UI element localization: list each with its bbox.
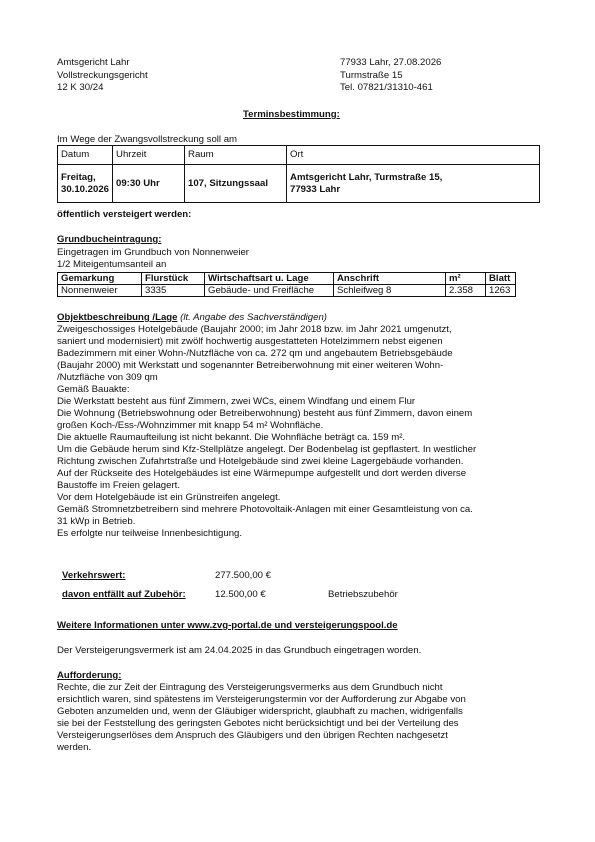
objekt-line: Die Werkstatt besteht aus fünf Zimmern, zwei WCs, einem Windfang und einem Flur [57,396,416,407]
table-header-cell: Datum [58,146,113,165]
grundbuch-table-header [58,273,516,285]
table-header-cell: Raum [185,146,287,165]
objekt-heading: Objektbeschreibung /Lage [57,312,178,323]
table-header-cell: Uhrzeit [113,146,185,165]
table-header-cell: Blatt [486,273,516,285]
objekt-line: 31 kWp in Betrieb. [57,516,136,527]
vermerk-text: Der Versteigerungsvermerk ist am 24.04.2025 in das Grundbuch eingetragen worden. [57,645,422,656]
objekt-line: saniert und modernisiert) mit zwölf hochwertig ausgestatteten Hotelzimmern nebst eigenen [57,336,443,347]
table-header-cell: Anschrift [334,273,446,285]
court-street: Turmstraße 15 [340,70,403,81]
aufforderung-line: werden. [57,742,92,753]
table-header-cell: Ort [287,146,540,165]
place-date: 77933 Lahr, 27.08.2026 [340,57,442,68]
termin-time: 09:30 Uhr [113,165,185,203]
after-table-text: öffentlich versteigert werden: [57,209,192,220]
termin-room: 107, Sitzungssaal [185,165,287,203]
table-cell: Gebäude- und Freifläche [205,285,334,297]
objekt-line: Gemäß Bauakte: [57,384,130,395]
grundbuch-line: 1/2 Miteigentumsanteil an [57,259,167,270]
objekt-heading-note: (lt. Angabe des Sachverständigen) [180,312,327,323]
page-title: Terminsbestimmung: [243,109,340,120]
table-cell: 2.358 [446,285,486,297]
aufforderung-line: sie bei der Feststellung des geringsten Gebotes nicht berücksichtigt und bei der Verteilung des [57,718,459,729]
grundbuch-table-row [58,285,516,297]
objekt-line: Gemäß Stromnetzbetreibern sind mehrere Photovoltaik-Anlagen mit einer Gesamtleistung von ca. [57,504,473,515]
termin-table-row [58,165,540,203]
zubehoer-label: davon entfällt auf Zubehör: [62,589,186,600]
objekt-line: Vor dem Hotelgebäude ist ein Grünstreifen angelegt. [57,492,281,503]
zubehoer-note: Betriebszubehör [328,589,398,600]
objekt-description [57,324,547,540]
aufforderung-line: Rechte, die zur Zeit der Eintragung des Versteigerungsvermerks aus dem Grundbuch nicht [57,682,443,693]
objekt-line: großen Koch-/Ess-/Wohnzimmer mit knapp 54 m² Wohnfläche. [57,420,324,431]
objekt-line: Zweigeschossiges Hotelgebäude (Baujahr 2000; im Jahr 2018 bzw. im Jahr 2021 umgenutzt, [57,324,452,335]
table-header-cell: m² [446,273,486,285]
table-cell: Nonnenweier [58,285,142,297]
grundbuch-line: Eingetragen im Grundbuch von Nonnenweier [57,247,249,258]
court-name: Amtsgericht Lahr [57,57,130,68]
verkehrswert-label: Verkehrswert: [62,570,126,581]
objekt-line: Baustoffe im Freien gelagert. [57,480,181,491]
case-number: 12 K 30/24 [57,82,104,93]
grundbuch-table [57,272,516,297]
objekt-line: Auf der Rückseite des Hotelgebäudes ist eine Wärmepumpe aufgestellt und dort werden diverse [57,468,467,479]
objekt-line: Es erfolgte nur teilweise Innenbesichtigung. [57,528,243,539]
table-header-cell: Gemarkung [58,273,142,285]
termin-table-header [58,146,540,165]
termin-place: Amtsgericht Lahr, Turmstraße 15, 77933 Lahr [287,165,540,203]
aufforderung-heading: Aufforderung: [57,670,122,681]
objekt-line: Richtung zwischen Zufahrtstraße und Hotelgebäude sind zwei kleine Lagergebäude vorhanden. [57,456,464,467]
objekt-line: Die Wohnung (Betriebswohnung oder Betreiberwohnung) besteht aus fünf Zimmern, davon einem [57,408,473,419]
table-cell: Schleifweg 8 [334,285,446,297]
table-cell: 1263 [486,285,516,297]
court-phone: Tel. 07821/31310-461 [340,82,433,93]
verkehrswert-value: 277.500,00 € [215,570,272,581]
weitere-informationen: Weitere Informationen unter www.zvg-portal.de und versteigerungspool.de [57,620,398,631]
court-department: Vollstreckungsgericht [57,70,148,81]
table-cell: 3335 [142,285,205,297]
intro-text: Im Wege der Zwangsvollstreckung soll am [57,134,238,145]
termin-date: Freitag, 30.10.2026 [58,165,113,203]
aufforderung-line: ersichtlich waren, sind spätestens im Versteigerungstermin vor der Aufforderung zur Abgabe von [57,694,466,705]
objekt-line: Um die Gebäude herum sind Kfz-Stellplätze angelegt. Der Bodenbelag ist gepflastert. In westlicher [57,444,477,455]
aufforderung-text [57,682,547,754]
aufforderung-line: Versteigerungserlöses dem Anspruch des Gläubigers und den übrigen Rechten nachgesetzt [57,730,448,741]
objekt-heading-line [57,312,327,324]
aufforderung-line: Geboten anzumelden und, wenn der Gläubiger widerspricht, glaubhaft zu machen, widrigenfalls [57,706,463,717]
zubehoer-value: 12.500,00 € [215,589,266,600]
table-header-cell: Flurstück [142,273,205,285]
grundbuch-heading: Grundbucheintragung: [57,234,162,245]
table-header-cell: Wirtschaftsart u. Lage [205,273,334,285]
objekt-line: Badezimmern mit einer Wohn-/Nutzfläche von ca. 272 qm und angebautem Betriebsgebäude [57,348,453,359]
termin-table [57,145,540,203]
objekt-line: (Baujahr 2000) mit Werkstatt und sogenannter Betreiberwohnung mit einer weiteren Wohn- [57,360,444,371]
objekt-line: Die aktuelle Raumaufteilung ist nicht bekannt. Die Wohnfläche beträgt ca. 159 m². [57,432,406,443]
objekt-line: /Nutzfläche von 309 qm [57,372,158,383]
